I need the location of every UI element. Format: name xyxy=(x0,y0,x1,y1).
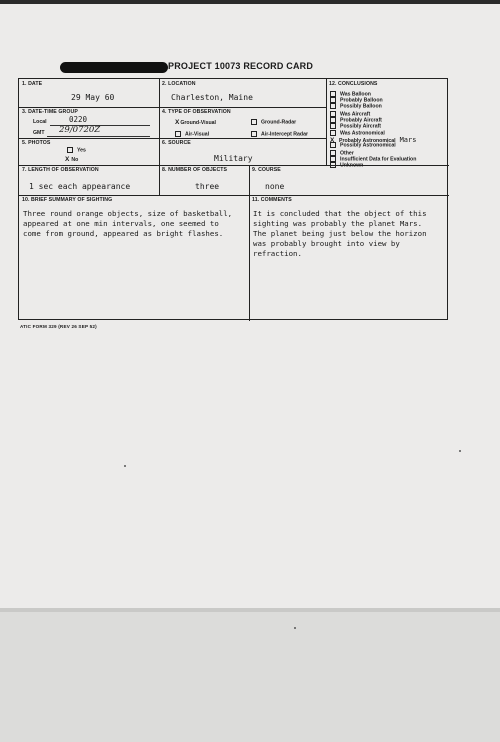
date-value: 29 May 60 xyxy=(71,93,115,102)
type-ground-visual: XGround-Visual xyxy=(175,119,216,126)
conclusion-item: Was Aircraft xyxy=(330,111,370,117)
source-value: Military xyxy=(214,154,253,163)
next-page-strip xyxy=(0,612,500,742)
date-label: 1. DATE xyxy=(22,81,43,87)
type-label: 4. TYPE OF OBSERVATION xyxy=(162,109,231,115)
conclusion-item: Other xyxy=(330,150,354,156)
summary-label: 10. BRIEF SUMMARY OF SIGHTING xyxy=(22,197,113,203)
conclusion-item: Possibly Astronomical xyxy=(330,142,396,148)
card-title: PROJECT 10073 RECORD CARD xyxy=(168,61,314,71)
photos-yes: Yes xyxy=(67,147,86,153)
conclusion-item: Insufficient Data for Evaluation xyxy=(330,156,416,162)
dtg-gmt-label: GMT xyxy=(33,130,45,136)
scan-edge xyxy=(0,0,500,4)
photos-label: 5. PHOTOS xyxy=(22,140,51,146)
astro-note: Mars xyxy=(399,136,417,145)
conclusion-checkmark: X xyxy=(330,137,335,145)
number-label: 8. NUMBER OF OBJECTS xyxy=(162,167,228,173)
conclusion-item: Possibly Balloon xyxy=(330,103,382,109)
dtg-local-label: Local xyxy=(33,119,47,125)
conclusion-item: Probably Balloon xyxy=(330,97,383,103)
redaction-bar xyxy=(60,62,168,73)
conclusion-item: Probably Aircraft xyxy=(330,117,382,123)
comments-label: 11. COMMENTS xyxy=(252,197,292,203)
speck xyxy=(124,465,126,467)
conclusions-label: 12. CONCLUSIONS xyxy=(329,81,378,87)
speck xyxy=(459,450,461,452)
course-value: none xyxy=(265,182,285,191)
conclusion-item: X Probably Astronomical Mars xyxy=(330,136,417,145)
speck xyxy=(294,627,296,629)
conclusion-item: Unknown xyxy=(330,162,363,168)
summary-text: Three round orange objects, size of basketball, appeared at one min intervals, one seemed to come from ground, appeared as bright flashes. xyxy=(23,209,233,238)
location-value: Charleston, Maine xyxy=(171,93,253,102)
form-id: ATIC FORM 329 (REV 26 SEP 52) xyxy=(20,324,97,329)
record-card-form xyxy=(18,78,448,320)
dtg-local-value: 0220 xyxy=(69,115,88,124)
comments-text: It is concluded that the object of this sighting was probably the planet Mars. The planet being just below the horizon was probably brought into view by refraction. xyxy=(253,209,427,258)
course-label: 9. COURSE xyxy=(252,167,281,173)
conclusion-item: Was Balloon xyxy=(330,91,371,97)
photos-no: X No xyxy=(65,156,79,163)
length-label: 7. LENGTH OF OBSERVATION xyxy=(22,167,99,173)
number-value: three xyxy=(195,182,220,191)
conclusion-item: Possibly Aircraft xyxy=(330,123,381,129)
type-air-intercept: Air-Intercept Radar xyxy=(251,131,308,137)
type-air-visual: Air-Visual xyxy=(175,131,209,137)
type-ground-radar: Ground-Radar xyxy=(251,119,296,125)
source-label: 6. SOURCE xyxy=(162,140,191,146)
location-label: 2. LOCATION xyxy=(162,81,196,87)
conclusion-item: Was Astronomical xyxy=(330,130,385,136)
length-value: 1 sec each appearance xyxy=(29,182,131,191)
dtg-gmt-value: 29/0720Z xyxy=(59,125,101,135)
dtg-label: 3. DATE-TIME GROUP xyxy=(22,109,78,115)
